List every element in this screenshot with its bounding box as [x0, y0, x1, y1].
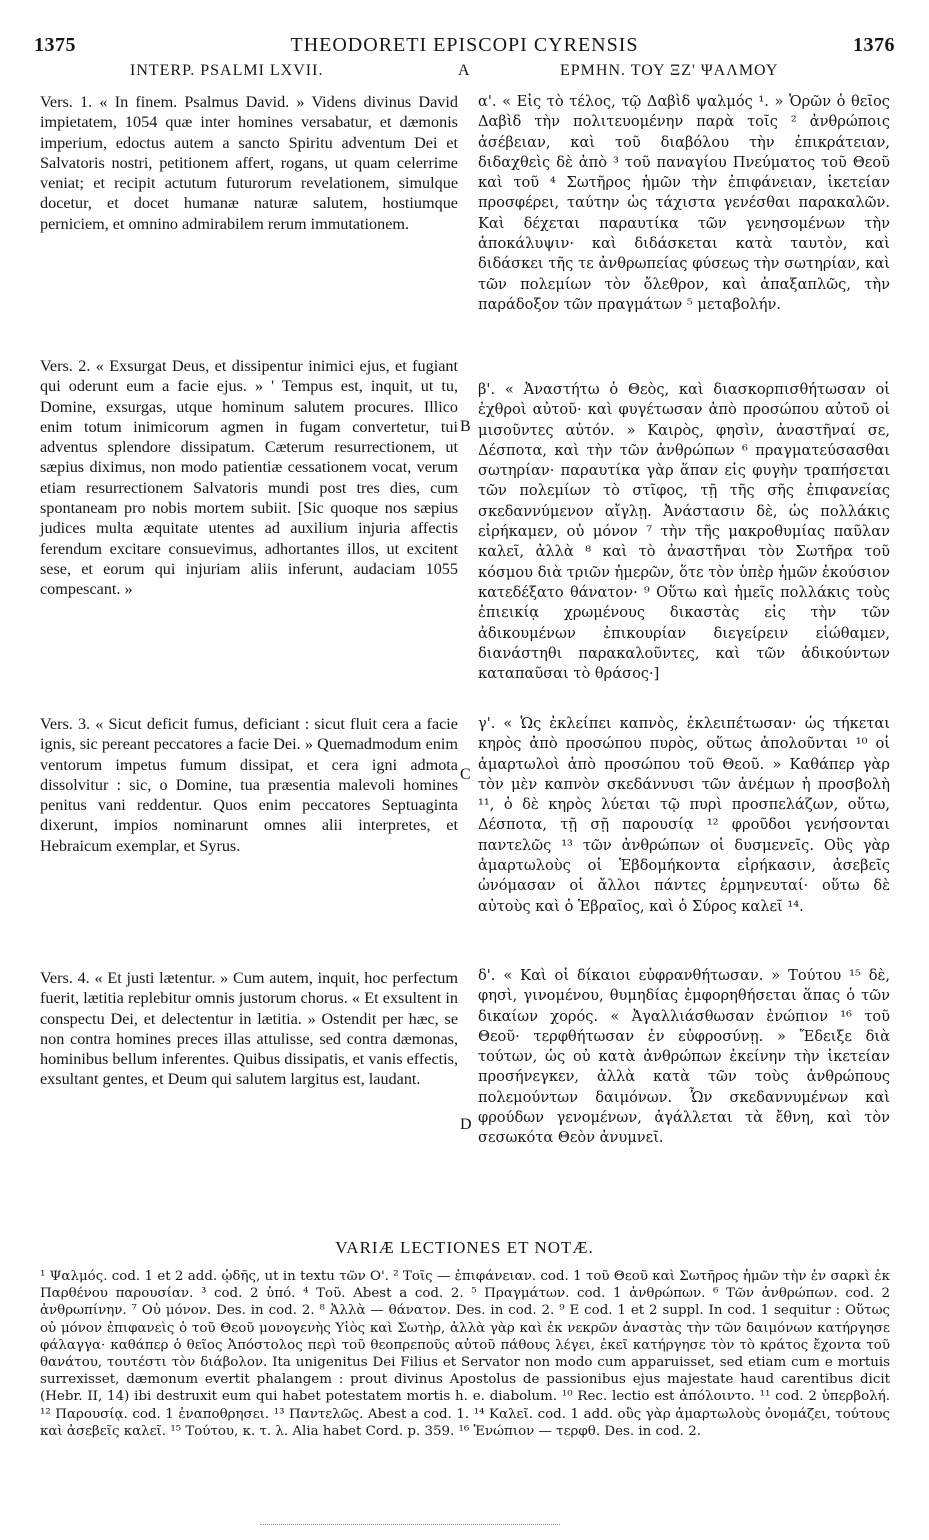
- latin-subheading: INTERP. PSALMI LXVII.: [130, 62, 324, 79]
- latin-verse-1: Vers. 1. « In finem. Psalmus David. » Videns divinus David impietatem, 1054 quæ inter homines versabatur, et dæmonis imperium, edoctus autem a sancto Spiritu adventum Dei et Salvatoris nostri, petitionem affert, rogans, ut quam celerrime veniat; et recipit actutum futurorum revelationem, simulque docetur, et docet humanæ naturæ salutem, hostiumque perniciem, et omnino admirabilem rerum immutationem.: [40, 93, 458, 233]
- greek-verse-1: α'. « Εἰς τὸ τέλος, τῷ Δαβὶδ ψαλμός ¹. » Ὁρῶν ὁ θεῖος Δαβὶδ τὴν πολιτευομένην παρὰ τοῖς ² ἀνθρώποις ἀσέβειαν, καὶ τοῦ διαβόλου τὴν ἐπικράτειαν, διδαχθεὶς δὲ ἀπὸ ³ τοῦ παναγίου Πνεύματος τοῦ Θεοῦ καὶ τοῦ ⁴ Σωτῆρος ἡμῶν τὴν ἐπιφάνειαν, ἱκετείαν προσφέρει, ταύτην ὡς τάχιστα γενέσθαι παρακαλῶν. Καὶ δέχεται παραυτίκα τῶν γενησομένων τὴν ἀποκάλυψιν· καὶ διδάσκεται κατὰ ταυτὸν, καὶ διδάσκει τῆς τε ἀνθρωπείας φύσεως τὴν σωτηρίαν, καὶ τῶν πολεμίων τὸν ὄλεθρον, καὶ ἁπαξαπλῶς, τὴν παράδοξον τῶν πραγμάτων ⁵ μεταβολήν.: [478, 93, 890, 313]
- notes-heading: VARIÆ LECTIONES ET NOTÆ.: [335, 1238, 594, 1257]
- running-title: THEODORETI EPISCOPI CYRENSIS: [290, 34, 639, 56]
- greek-verse-4: δ'. « Καὶ οἱ δίκαιοι εὐφρανθήτωσαν. » Τούτου ¹⁵ δὲ, φησὶ, γινομένου, θυμηδίας ἐμφορηθήσεται ἅπας ὁ τῶν δικαίων χορός. « Ἀγαλλιάσθωσαν ἐνώπιον ¹⁶ τοῦ Θεοῦ· τερφθήτωσαν ἐν εὐφροσύνῃ. » Ἔδειξε διὰ τούτων, ὡς οὐ κατὰ ἀνθρώπων ἐκείνην τὴν ἱκετείαν προσήνεγκεν, ἀλλὰ κατὰ τῶν τοὺς ἀνθρώπους πολεμούντων δαιμόνων. Ὧν σκεδαννυμένων καὶ φρούδων γενομένων, ἀγάλλεται τὰ ἔθνη, καὶ τὸν σεσωκότα Θεὸν ἀνυμνεῖ.: [478, 967, 890, 1147]
- greek-subheading: ΕΡΜΗΝ. ΤΟΥ ΞΖ' ΨΑΛΜΟΥ: [560, 62, 779, 79]
- greek-verse-3: γ'. « Ὡς ἐκλείπει καπνὸς, ἐκλειπέτωσαν· ὡς τήκεται κηρὸς ἀπὸ προσώπου πυρὸς, οὕτως ἀπολοῦνται ¹⁰ οἱ ἁμαρτωλοὶ ἀπὸ προσώπου τοῦ Θεοῦ. » Καθάπερ γὰρ τὸν μὲν καπνὸν σκεδάννυσι τῶν ἀνέμων ἡ προσβολὴ ¹¹, ὁ δὲ κηρὸς λύεται τῷ πυρὶ προσπελάζων, οὕτω, Δέσποτα, τῇ σῇ παρουσίᾳ ¹² φροῦδοι γενήσονται παντελῶς ¹³ τῶν ἀνθρώπων οἱ δυσμενεῖς. Οὓς γὰρ ἁμαρτωλοὺς οἱ Ἑβδομήκοντα εἰρήκασιν, ἀσεβεῖς ὠνόμασαν οἱ ἄλλοι πάντες ἑρμηνευταί· οὕτω δὲ αὐτοὺς καὶ ὁ Ἑβραῖος, καὶ ὁ Σύρος καλεῖ ¹⁴.: [478, 715, 890, 915]
- page-number-left: 1375: [34, 34, 76, 56]
- margin-letter-c: C: [460, 766, 471, 783]
- margin-letter-b: B: [460, 418, 471, 435]
- latin-verse-3: Vers. 3. « Sicut deficit fumus, deficiant : sicut fluit cera a facie ignis, sic pereant peccatores a facie Dei. » Quemadmodum enim ventorum impetus fumum dissipat, et cera igni admota dissolvitur : sic, o Domine, tua præsentia malevoli homines penitus vani reddentur. Quos enim peccatores Septuaginta dixerunt, impios nominarunt omnes alii interpretes, et Hebraicum exemplar, et Syrus.: [40, 715, 458, 855]
- running-header: [34, 34, 895, 60]
- margin-letter-d: D: [460, 1116, 472, 1133]
- footer-rule: [260, 1524, 560, 1525]
- greek-verse-2: β'. « Ἀναστήτω ὁ Θεὸς, καὶ διασκορπισθήτωσαν οἱ ἐχθροὶ αὐτοῦ· καὶ φυγέτωσαν ἀπὸ προσώπου αὐτοῦ οἱ μισοῦντες αὐτόν. » Καιρὸς, φησὶν, ἀναστῆναί σε, Δέσποτα, καὶ τὴν τῶν ἀνθρώπων ⁶ πραγματεύσασθαι σωτηρίαν· παραυτίκα γὰρ ἅπαν εἰς φυγὴν τραπήσεται τῶν πολεμίων τὸ στῖφος, τῇ τῆς σῆς ἐπιφανείας σκεδαννύμενον αἴγλῃ. Ἀνάστασιν δὲ, ὡς πολλάκις εἰρήκαμεν, οὐ μόνον ⁷ τὴν τῆς μακροθυμίας παῦλαν καλεῖ, ἀλλὰ ⁸ καὶ τὸ ἀναστῆναι τὸν Σωτῆρα τοῦ κόσμου διὰ τριῶν ἡμερῶν, ὅτε τὸν ὑπὲρ ἡμῶν ἑκούσιον κατεδέξατο θάνατον· ⁹ Οὕτω καὶ ἡμεῖς πολλάκις τοὺς ἐπιεικίᾳ χρωμένους δικαστὰς εἰς τὴν τῶν ἀδικουμένων ἐπικουρίαν διεγείρειν εἰώθαμεν, διανάστηθι παρακαλοῦντες, καὶ τῶν ἀδικούντων καταπαῦσαι τὸ θράσος·]: [478, 381, 890, 683]
- page-number-right: 1376: [853, 34, 895, 56]
- latin-verse-4: Vers. 4. « Et justi lætentur. » Cum autem, inquit, hoc perfectum fuerit, lætitia replebitur omnis justorum chorus. « Et exsultent in conspectu Dei, et delectentur in lætitia. » Ostendit per hæc, se non contra homines preces illas attulisse, sed contra dæmonas, hominibus bellum inferentes. Quibus dissipatis, et vanis effectis, exsultant gentes, et Deum qui salutem largitus est, laudant.: [40, 969, 458, 1089]
- notes-body: ¹ Ψαλμός. cod. 1 et 2 add. ᾠδῆς, ut in textu τῶν Ο'. ² Τοῖς — ἐπιφάνειαν. cod. 1 τοῦ Θεοῦ καὶ Σωτῆρος ἡμῶν τὴν ἐν σαρκὶ ἐκ Παρθένου παρουσίαν. ³ cod. 2 ὑπό. ⁴ Τοῦ. Abest a cod. 2. ⁵ Πραγμάτων. cod. 1 ἀνθρώπων. ⁶ Τῶν ἀνθρώπων. cod. 2 ἀνθρωπίνην. ⁷ Οὐ μόνον. Des. in cod. 2. ⁸ Ἀλλὰ — θάνατον. Des. in cod. 2. ⁹ E cod. 1 et 2 suppl. In cod. 1 sequitur : Οὕτως οὐ μόνον ἐπιφανεὶς ὁ τοῦ Θεοῦ μονογενὴς Υἱὸς καὶ Σωτὴρ, ἀλλὰ γὰρ καὶ ἐκ νεκρῶν ἀναστὰς τὴν τῶν δαιμόνων κατήργησε φάλαγγα· καθάπερ ὁ θεῖος Ἀπόστολος περὶ τοῦ θεοπρεποῦς αὐτοῦ πάθους λέγει, ἐκεῖ κατήργησε τὸν τὸ κράτος ἔχοντα τοῦ θανάτου, τουτέστι τὸν διάβολον. Ita unigenitus Dei Filius et Servator non modo cum apparuisset, sed etiam cum e mortuis surrexisset, dæmonum evertit phalangem : prout divinus Apostolus de passionibus ejus majestate haud carentibus dicit (Hebr. II, 14) ibi destruxit eum qui habet potestatem mortis h. e. diabolum. ¹⁰ Rec. lectio est ἀπόλοιντο. ¹¹ cod. 2 ὑπερβολή. ¹² Παρουσίᾳ. cod. 1 ἐναποθρησει. ¹³ Παντελῶς. Abest a cod. 1. ¹⁴ Καλεῖ. cod. 1 add. οὓς γὰρ ἁμαρτωλοὺς ὀνομάζει, τούτους καὶ ἀσεβεῖς καλεῖ. ¹⁵ Τούτου, κ. τ. λ. Alia habet Cord. p. 359. ¹⁶ Ἐνώπιον — τερφθ. Des. in cod. 2.: [40, 1269, 890, 1439]
- latin-verse-2: Vers. 2. « Exsurgat Deus, et dissipentur inimici ejus, et fugiant qui oderunt eum a facie ejus. » ' Tempus est, inquit, ut tu, Domine, exsurgas, utque hominum salutem procures. Illico enim totum inimicorum agmen in fugam convertetur, tui adventus splendore dissipatum. Cæterum resurrectionem, ut sæpius diximus, non modo patientiæ cessationem vocat, verum etiam resurrectionem Salvatoris mundi post tres dies, cum spontaneam pro nobis mortem subiit. [Sic quoque nos sæpius judices multa æquitate utentes ad auxilium injuria affectis ferendum excitare consuevimus, adhortantes illos, ut excitent sese, et eorum qui injuriam aliis inferunt, audaciam 1055 compescant. »: [40, 357, 458, 599]
- margin-letter-a: A: [458, 62, 470, 79]
